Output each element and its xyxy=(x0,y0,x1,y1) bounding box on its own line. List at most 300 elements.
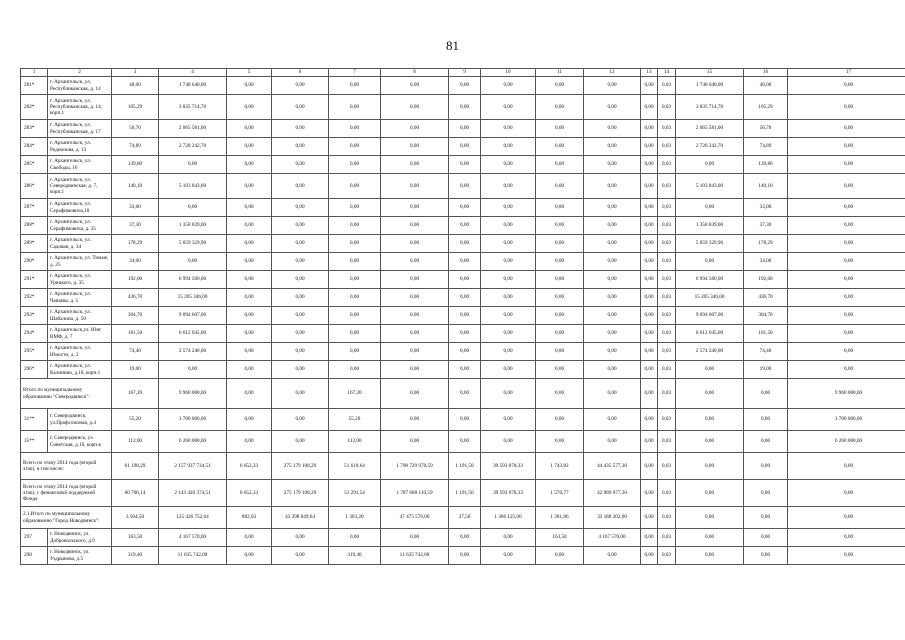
column-number: 16 xyxy=(744,69,788,77)
table-cell: 0,00 xyxy=(584,199,641,217)
table-cell: 34,00 xyxy=(744,253,788,271)
table-cell: 0,00 xyxy=(584,271,641,289)
table-cell: 1 748 640,00 xyxy=(676,77,744,95)
table-cell: 11 635 742,00 xyxy=(381,547,449,565)
table-cell: 0,00 xyxy=(227,156,272,174)
table-cell: 0,00 xyxy=(584,379,641,409)
column-number: 8 xyxy=(381,69,449,77)
table-cell: 0,00 xyxy=(676,199,744,217)
table-cell: 0,00 xyxy=(536,431,584,453)
table-cell: 275 179 108,29 xyxy=(272,453,329,480)
table-cell: 33 188 202,00 xyxy=(584,507,641,529)
column-number: 7 xyxy=(329,69,381,77)
table-cell: 0,00 xyxy=(329,174,381,199)
table-cell: 304,70 xyxy=(112,307,159,325)
table-cell: 0,00 xyxy=(584,77,641,95)
table-cell: 0,00 xyxy=(272,379,329,409)
table-cell: 0,00 xyxy=(329,156,381,174)
table-cell: 0,00 xyxy=(744,431,788,453)
table-cell: 0,00 xyxy=(536,361,584,379)
table-cell: 0,03 xyxy=(658,95,676,120)
table-cell: 0,00 xyxy=(536,379,584,409)
address-cell: г. Архангельск, ул. Садовая, д. 34 xyxy=(48,235,112,253)
row-number: 294* xyxy=(21,325,48,343)
table-cell: 163,50 xyxy=(112,529,159,547)
address-cell: г. Архангельск,ул. Юнг ВМФ, д. 7 xyxy=(48,325,112,343)
table-cell: 0,00 xyxy=(641,547,658,565)
table-cell: 0,00 xyxy=(641,343,658,361)
table-cell: 0,00 xyxy=(159,156,227,174)
table-cell: 0,00 xyxy=(788,547,905,565)
table-cell: 6 612 045,00 xyxy=(159,325,227,343)
table-cell: 0,00 xyxy=(329,95,381,120)
table-cell: 0,00 xyxy=(329,361,381,379)
table-cell: 0,00 xyxy=(329,138,381,156)
table-cell: 0,00 xyxy=(159,199,227,217)
table-cell: 0,00 xyxy=(272,547,329,565)
table-cell: 0,00 xyxy=(676,156,744,174)
table-cell: 192,00 xyxy=(744,271,788,289)
table-cell: 0,00 xyxy=(536,271,584,289)
table-cell: 0,00 xyxy=(381,217,449,235)
table-row xyxy=(21,325,905,343)
table-cell: 0,00 xyxy=(641,271,658,289)
table-row xyxy=(21,547,905,565)
row-number: 293* xyxy=(21,307,48,325)
table-cell: 0,00 xyxy=(744,529,788,547)
table-cell: 0,00 xyxy=(584,431,641,453)
table-cell: 0,00 xyxy=(584,409,641,431)
table-cell: 0,00 xyxy=(381,271,449,289)
table-cell: 0,03 xyxy=(658,271,676,289)
address-cell: г. Архангельск, ул. Северодвинская, д. 7, корп.1 xyxy=(48,174,112,199)
table-cell: 0,03 xyxy=(658,235,676,253)
table-cell: 0,00 xyxy=(381,120,449,138)
table-cell: 0,00 xyxy=(744,379,788,409)
table-cell: 1 358 839,00 xyxy=(159,217,227,235)
table-cell: 0,00 xyxy=(676,409,744,431)
table-cell: 0,00 xyxy=(449,120,481,138)
table-cell: 61 198,29 xyxy=(112,453,159,480)
table-cell: 0,00 xyxy=(536,547,584,565)
table-cell: 1 798 729 970,59 xyxy=(381,453,449,480)
table-cell: 15 205 346,00 xyxy=(676,289,744,307)
table-cell: 9 094 607,00 xyxy=(676,307,744,325)
table-cell: 1 743,82 xyxy=(536,453,584,480)
table-cell: 0,00 xyxy=(272,253,329,271)
address-cell: г. Архангельск, ул. Шабалина, д. 50 xyxy=(48,307,112,325)
table-cell: 0,00 xyxy=(744,453,788,480)
table-cell: 4 167 570,00 xyxy=(159,529,227,547)
table-cell: 0,00 xyxy=(227,235,272,253)
table-cell: 0,00 xyxy=(381,343,449,361)
total-label: Итого по муниципальному образованию "Северодвинск": xyxy=(21,379,112,409)
table-cell: 1 281,86 xyxy=(536,507,584,529)
table-cell: 0,00 xyxy=(227,325,272,343)
table-cell: 181,50 xyxy=(744,325,788,343)
table-cell: 0,03 xyxy=(658,379,676,409)
column-number: 4 xyxy=(159,69,227,77)
table-cell: 0,00 xyxy=(584,289,641,307)
table-cell: 74,40 xyxy=(744,343,788,361)
table-cell: 0,00 xyxy=(227,307,272,325)
table-row xyxy=(21,529,905,547)
table-cell: 5 059 329,90 xyxy=(676,235,744,253)
table-cell: 0,00 xyxy=(641,174,658,199)
table-cell: 0,00 xyxy=(481,271,536,289)
address-cell: г. Новодвинск, ул. Добровольского, д.9 xyxy=(48,529,112,547)
table-cell: 0,00 xyxy=(641,95,658,120)
table-cell: 0,00 xyxy=(227,77,272,95)
column-number: 6 xyxy=(272,69,329,77)
table-cell: 5 103 843,00 xyxy=(676,174,744,199)
table-cell: 37,30 xyxy=(744,217,788,235)
table-cell: 0,03 xyxy=(658,480,676,507)
table-cell: 0,00 xyxy=(449,217,481,235)
table-cell: 0,00 xyxy=(584,174,641,199)
table-cell: 0,00 xyxy=(381,409,449,431)
table-cell: 0,00 xyxy=(381,199,449,217)
address-cell: г. Архангельск, ул. Родионова, д. 13 xyxy=(48,138,112,156)
table-cell: 275 179 108,29 xyxy=(272,480,329,507)
table-cell: 0,00 xyxy=(641,409,658,431)
table-cell: 178,29 xyxy=(112,235,159,253)
table-cell: 0,03 xyxy=(658,325,676,343)
address-cell: г. Архангельск, ул. Калинина, д.18, корп.1 xyxy=(48,361,112,379)
table-row xyxy=(21,174,905,199)
row-number: 284* xyxy=(21,138,48,156)
table-cell: 0,00 xyxy=(481,120,536,138)
table-cell: 6 994 560,00 xyxy=(676,271,744,289)
table-cell: 0,03 xyxy=(658,174,676,199)
table-cell: 0,00 xyxy=(329,325,381,343)
table-cell: 0,00 xyxy=(329,235,381,253)
table-cell: 882,03 xyxy=(227,507,272,529)
table-cell: 0,00 xyxy=(641,507,658,529)
table-cell: 0,00 xyxy=(272,529,329,547)
table-cell: 3 835 714,70 xyxy=(676,95,744,120)
table-cell: 0,03 xyxy=(658,507,676,529)
row-number: 285* xyxy=(21,156,48,174)
table-cell: 139,80 xyxy=(112,156,159,174)
table-cell: 0,00 xyxy=(676,529,744,547)
table-cell: 0,00 xyxy=(272,343,329,361)
row-number: 298 xyxy=(21,547,48,565)
table-cell: 0,00 xyxy=(788,156,905,174)
table-cell: 0,00 xyxy=(381,307,449,325)
row-number: 286* xyxy=(21,174,48,199)
table-cell: 0,03 xyxy=(658,409,676,431)
table-cell: 1 358 839,00 xyxy=(676,217,744,235)
table-cell: 0,00 xyxy=(536,307,584,325)
table-cell: 0,00 xyxy=(272,409,329,431)
table-cell: 167,20 xyxy=(112,379,159,409)
table-cell: 0,00 xyxy=(584,361,641,379)
table-cell: 0,00 xyxy=(481,174,536,199)
row-number: 283* xyxy=(21,120,48,138)
table-cell: 0,03 xyxy=(658,361,676,379)
table-cell: 0,00 xyxy=(381,325,449,343)
table-cell: 3 504,50 xyxy=(112,507,159,529)
table-cell: 6 260 000,00 xyxy=(159,431,227,453)
table-cell: 51 291,54 xyxy=(329,480,381,507)
row-number: 295* xyxy=(21,343,48,361)
table-cell: 0,03 xyxy=(658,307,676,325)
table-cell: 6 994 560,00 xyxy=(159,271,227,289)
table-cell: 0,00 xyxy=(481,431,536,453)
table-cell: 0,00 xyxy=(159,253,227,271)
table-cell: 0,00 xyxy=(536,409,584,431)
row-number: 35** xyxy=(21,431,48,453)
table-cell: 0,00 xyxy=(641,253,658,271)
table-cell: 0,00 xyxy=(449,361,481,379)
table-cell: 0,00 xyxy=(381,174,449,199)
table-cell: 105,29 xyxy=(112,95,159,120)
table-cell: 0,00 xyxy=(272,361,329,379)
table-cell: 0,00 xyxy=(481,379,536,409)
table-cell: 0,00 xyxy=(329,343,381,361)
table-cell: 0,00 xyxy=(381,156,449,174)
table-cell: 0,00 xyxy=(449,138,481,156)
table-cell: 0,00 xyxy=(676,253,744,271)
table-cell: 0,00 xyxy=(481,343,536,361)
table-cell: 0,00 xyxy=(788,289,905,307)
table-cell: 0,00 xyxy=(536,77,584,95)
total-row xyxy=(21,480,905,507)
table-cell: 0,00 xyxy=(227,174,272,199)
row-number: 292* xyxy=(21,289,48,307)
table-cell: 0,00 xyxy=(449,156,481,174)
table-cell: 0,00 xyxy=(227,343,272,361)
table-cell: 0,00 xyxy=(788,480,905,507)
table-cell: 0,00 xyxy=(449,174,481,199)
table-cell: 0,00 xyxy=(481,235,536,253)
total-row xyxy=(21,453,905,480)
table-cell: 1 787 680 110,59 xyxy=(381,480,449,507)
table-cell: 74,89 xyxy=(112,138,159,156)
table-row xyxy=(21,361,905,379)
table-row xyxy=(21,307,905,325)
table-cell: 0,00 xyxy=(536,217,584,235)
table-cell: 1 191,50 xyxy=(449,453,481,480)
table-cell: 0,00 xyxy=(449,547,481,565)
table-cell: 0,00 xyxy=(788,343,905,361)
address-cell: г. Архангельск, ул. Свободы, 16 xyxy=(48,156,112,174)
table-cell: 9 960 000,00 xyxy=(159,379,227,409)
total-label: 2.1.Итого по муниципальному образованию "Город Новодвинск": xyxy=(21,507,112,529)
table-cell: 0,00 xyxy=(481,95,536,120)
table-cell: 0,00 xyxy=(481,547,536,565)
table-cell: 39 593 078,33 xyxy=(481,453,536,480)
table-cell: 0,00 xyxy=(584,253,641,271)
table-cell: 319,40 xyxy=(112,547,159,565)
table-cell: 0,00 xyxy=(536,174,584,199)
table-cell: 0,00 xyxy=(641,361,658,379)
total-row xyxy=(21,379,905,409)
table-cell: 0,00 xyxy=(536,325,584,343)
table-cell: 0,00 xyxy=(449,253,481,271)
table-cell: 0,00 xyxy=(788,271,905,289)
table-row xyxy=(21,253,905,271)
column-number: 10 xyxy=(481,69,536,77)
table-cell: 2 728 242,70 xyxy=(159,138,227,156)
table-row xyxy=(21,138,905,156)
table-cell: 0,00 xyxy=(788,138,905,156)
table-cell: 105,29 xyxy=(744,95,788,120)
table-cell: 0,00 xyxy=(329,253,381,271)
table-cell: 6 612 045,00 xyxy=(676,325,744,343)
row-number: 31** xyxy=(21,409,48,431)
table-cell: 0,00 xyxy=(536,138,584,156)
address-cell: г. Северодвинск, ул.Профсоюзная, д.4 xyxy=(48,409,112,431)
table-cell: 0,00 xyxy=(788,529,905,547)
row-number: 287* xyxy=(21,199,48,217)
row-number: 282* xyxy=(21,95,48,120)
table-cell: 56,70 xyxy=(744,120,788,138)
table-cell: 1 303,20 xyxy=(329,507,381,529)
table-cell: 0,00 xyxy=(272,217,329,235)
table-cell: 0,00 xyxy=(272,120,329,138)
table-cell: 0,00 xyxy=(449,95,481,120)
table-cell: 0,00 xyxy=(272,289,329,307)
table-cell: 0,03 xyxy=(658,138,676,156)
table-cell: 0,03 xyxy=(658,199,676,217)
table-cell: 125 426 752,64 xyxy=(159,507,227,529)
table-cell: 6 652,33 xyxy=(227,453,272,480)
table-cell: 0,00 xyxy=(584,325,641,343)
table-cell: 0,00 xyxy=(536,95,584,120)
table-cell: 0,00 xyxy=(788,217,905,235)
table-cell: 56,70 xyxy=(112,120,159,138)
table-cell: 15 205 346,00 xyxy=(159,289,227,307)
table-cell: 0,00 xyxy=(449,343,481,361)
table-cell: 0,00 xyxy=(584,138,641,156)
table-cell: 0,00 xyxy=(481,289,536,307)
table-cell: 0,00 xyxy=(227,120,272,138)
table-cell: 0,00 xyxy=(641,217,658,235)
table-cell: 0,00 xyxy=(449,409,481,431)
table-cell: 0,00 xyxy=(584,235,641,253)
table-cell: 0,00 xyxy=(329,271,381,289)
table-cell: 60 706,14 xyxy=(112,480,159,507)
table-cell: 0,03 xyxy=(658,453,676,480)
table-cell: 0,00 xyxy=(641,77,658,95)
table-cell: 0,00 xyxy=(481,199,536,217)
table-cell: 0,03 xyxy=(658,77,676,95)
table-cell: 0,00 xyxy=(536,156,584,174)
table-cell: 0,00 xyxy=(536,289,584,307)
table-cell: 37,30 xyxy=(112,217,159,235)
total-label: Всего по этапу 2014 года (второй этап), в том числе: xyxy=(21,453,112,480)
table-cell: 0,00 xyxy=(788,120,905,138)
table-cell: 0,00 xyxy=(381,235,449,253)
table-row xyxy=(21,431,905,453)
table-cell: 48,00 xyxy=(112,77,159,95)
table-cell: 2 065 581,00 xyxy=(159,120,227,138)
table-cell: 0,00 xyxy=(272,95,329,120)
table-cell: 0,00 xyxy=(449,271,481,289)
table-cell: 0,00 xyxy=(641,289,658,307)
table-cell: 0,03 xyxy=(658,156,676,174)
address-cell: г. Архангельск, ул. Серафимовича, д. 35 xyxy=(48,217,112,235)
table-cell: 0,03 xyxy=(658,343,676,361)
table-row xyxy=(21,235,905,253)
row-number: 288* xyxy=(21,217,48,235)
table-cell: 0,00 xyxy=(788,235,905,253)
table-row xyxy=(21,217,905,235)
table-cell: 11 635 742,00 xyxy=(159,547,227,565)
table-cell: 0,00 xyxy=(641,480,658,507)
table-cell: 0,00 xyxy=(641,138,658,156)
table-cell: 2 157 937 734,51 xyxy=(159,453,227,480)
table-cell: 0,00 xyxy=(788,253,905,271)
table-cell: 74,89 xyxy=(744,138,788,156)
data-table xyxy=(20,68,905,565)
table-cell: 6 652,33 xyxy=(227,480,272,507)
row-number: 290* xyxy=(21,253,48,271)
table-cell: 0,00 xyxy=(536,235,584,253)
row-number: 289* xyxy=(21,235,48,253)
table-cell: 3 835 714,70 xyxy=(159,95,227,120)
table-cell: 74,40 xyxy=(112,343,159,361)
table-cell: 0,00 xyxy=(481,361,536,379)
table-cell: 2 143 420 374,51 xyxy=(159,480,227,507)
table-cell: 140,10 xyxy=(112,174,159,199)
table-cell: 0,00 xyxy=(641,453,658,480)
table-cell: 2 574 240,00 xyxy=(676,343,744,361)
table-cell: 0,00 xyxy=(788,174,905,199)
table-cell: 0,00 xyxy=(227,253,272,271)
table-cell: 0,00 xyxy=(381,95,449,120)
column-number: 14 xyxy=(658,69,676,77)
table-cell: 48,00 xyxy=(744,77,788,95)
table-cell: 0,00 xyxy=(676,480,744,507)
table-cell: 0,00 xyxy=(227,409,272,431)
table-cell: 2 574 240,00 xyxy=(159,343,227,361)
table-cell: 19,00 xyxy=(112,361,159,379)
table-cell: 55,20 xyxy=(329,409,381,431)
table-cell: 0,00 xyxy=(676,431,744,453)
table-cell: 0,00 xyxy=(449,289,481,307)
table-cell: 0,00 xyxy=(584,307,641,325)
table-cell: 0,00 xyxy=(788,307,905,325)
column-number: 17 xyxy=(788,69,905,77)
table-cell: 0,00 xyxy=(227,95,272,120)
address-cell: г. Архангельск, ул. Республиканская, д. 14, корп.1 xyxy=(48,95,112,120)
table-cell: 1 191,50 xyxy=(449,480,481,507)
table-cell: 0,00 xyxy=(481,325,536,343)
table-row xyxy=(21,199,905,217)
row-number: 296* xyxy=(21,361,48,379)
table-cell: 0,00 xyxy=(449,529,481,547)
table-cell: 39 593 078,33 xyxy=(481,480,536,507)
table-cell: 0,00 xyxy=(227,379,272,409)
table-cell: 304,70 xyxy=(744,307,788,325)
table-cell: 3 700 000,00 xyxy=(159,409,227,431)
table-cell: 0,00 xyxy=(584,120,641,138)
table-cell: 0,00 xyxy=(744,480,788,507)
table-cell: 5 103 843,00 xyxy=(159,174,227,199)
table-cell: 0,00 xyxy=(272,307,329,325)
table-cell: 0,03 xyxy=(658,217,676,235)
table-cell: 2 065 581,00 xyxy=(676,120,744,138)
table-cell: 436,70 xyxy=(112,289,159,307)
table-cell: 0,00 xyxy=(329,120,381,138)
table-cell: 4 167 570,00 xyxy=(584,529,641,547)
table-cell: 0,00 xyxy=(272,199,329,217)
table-cell: 5 059 329,90 xyxy=(159,235,227,253)
table-cell: 0,00 xyxy=(641,307,658,325)
